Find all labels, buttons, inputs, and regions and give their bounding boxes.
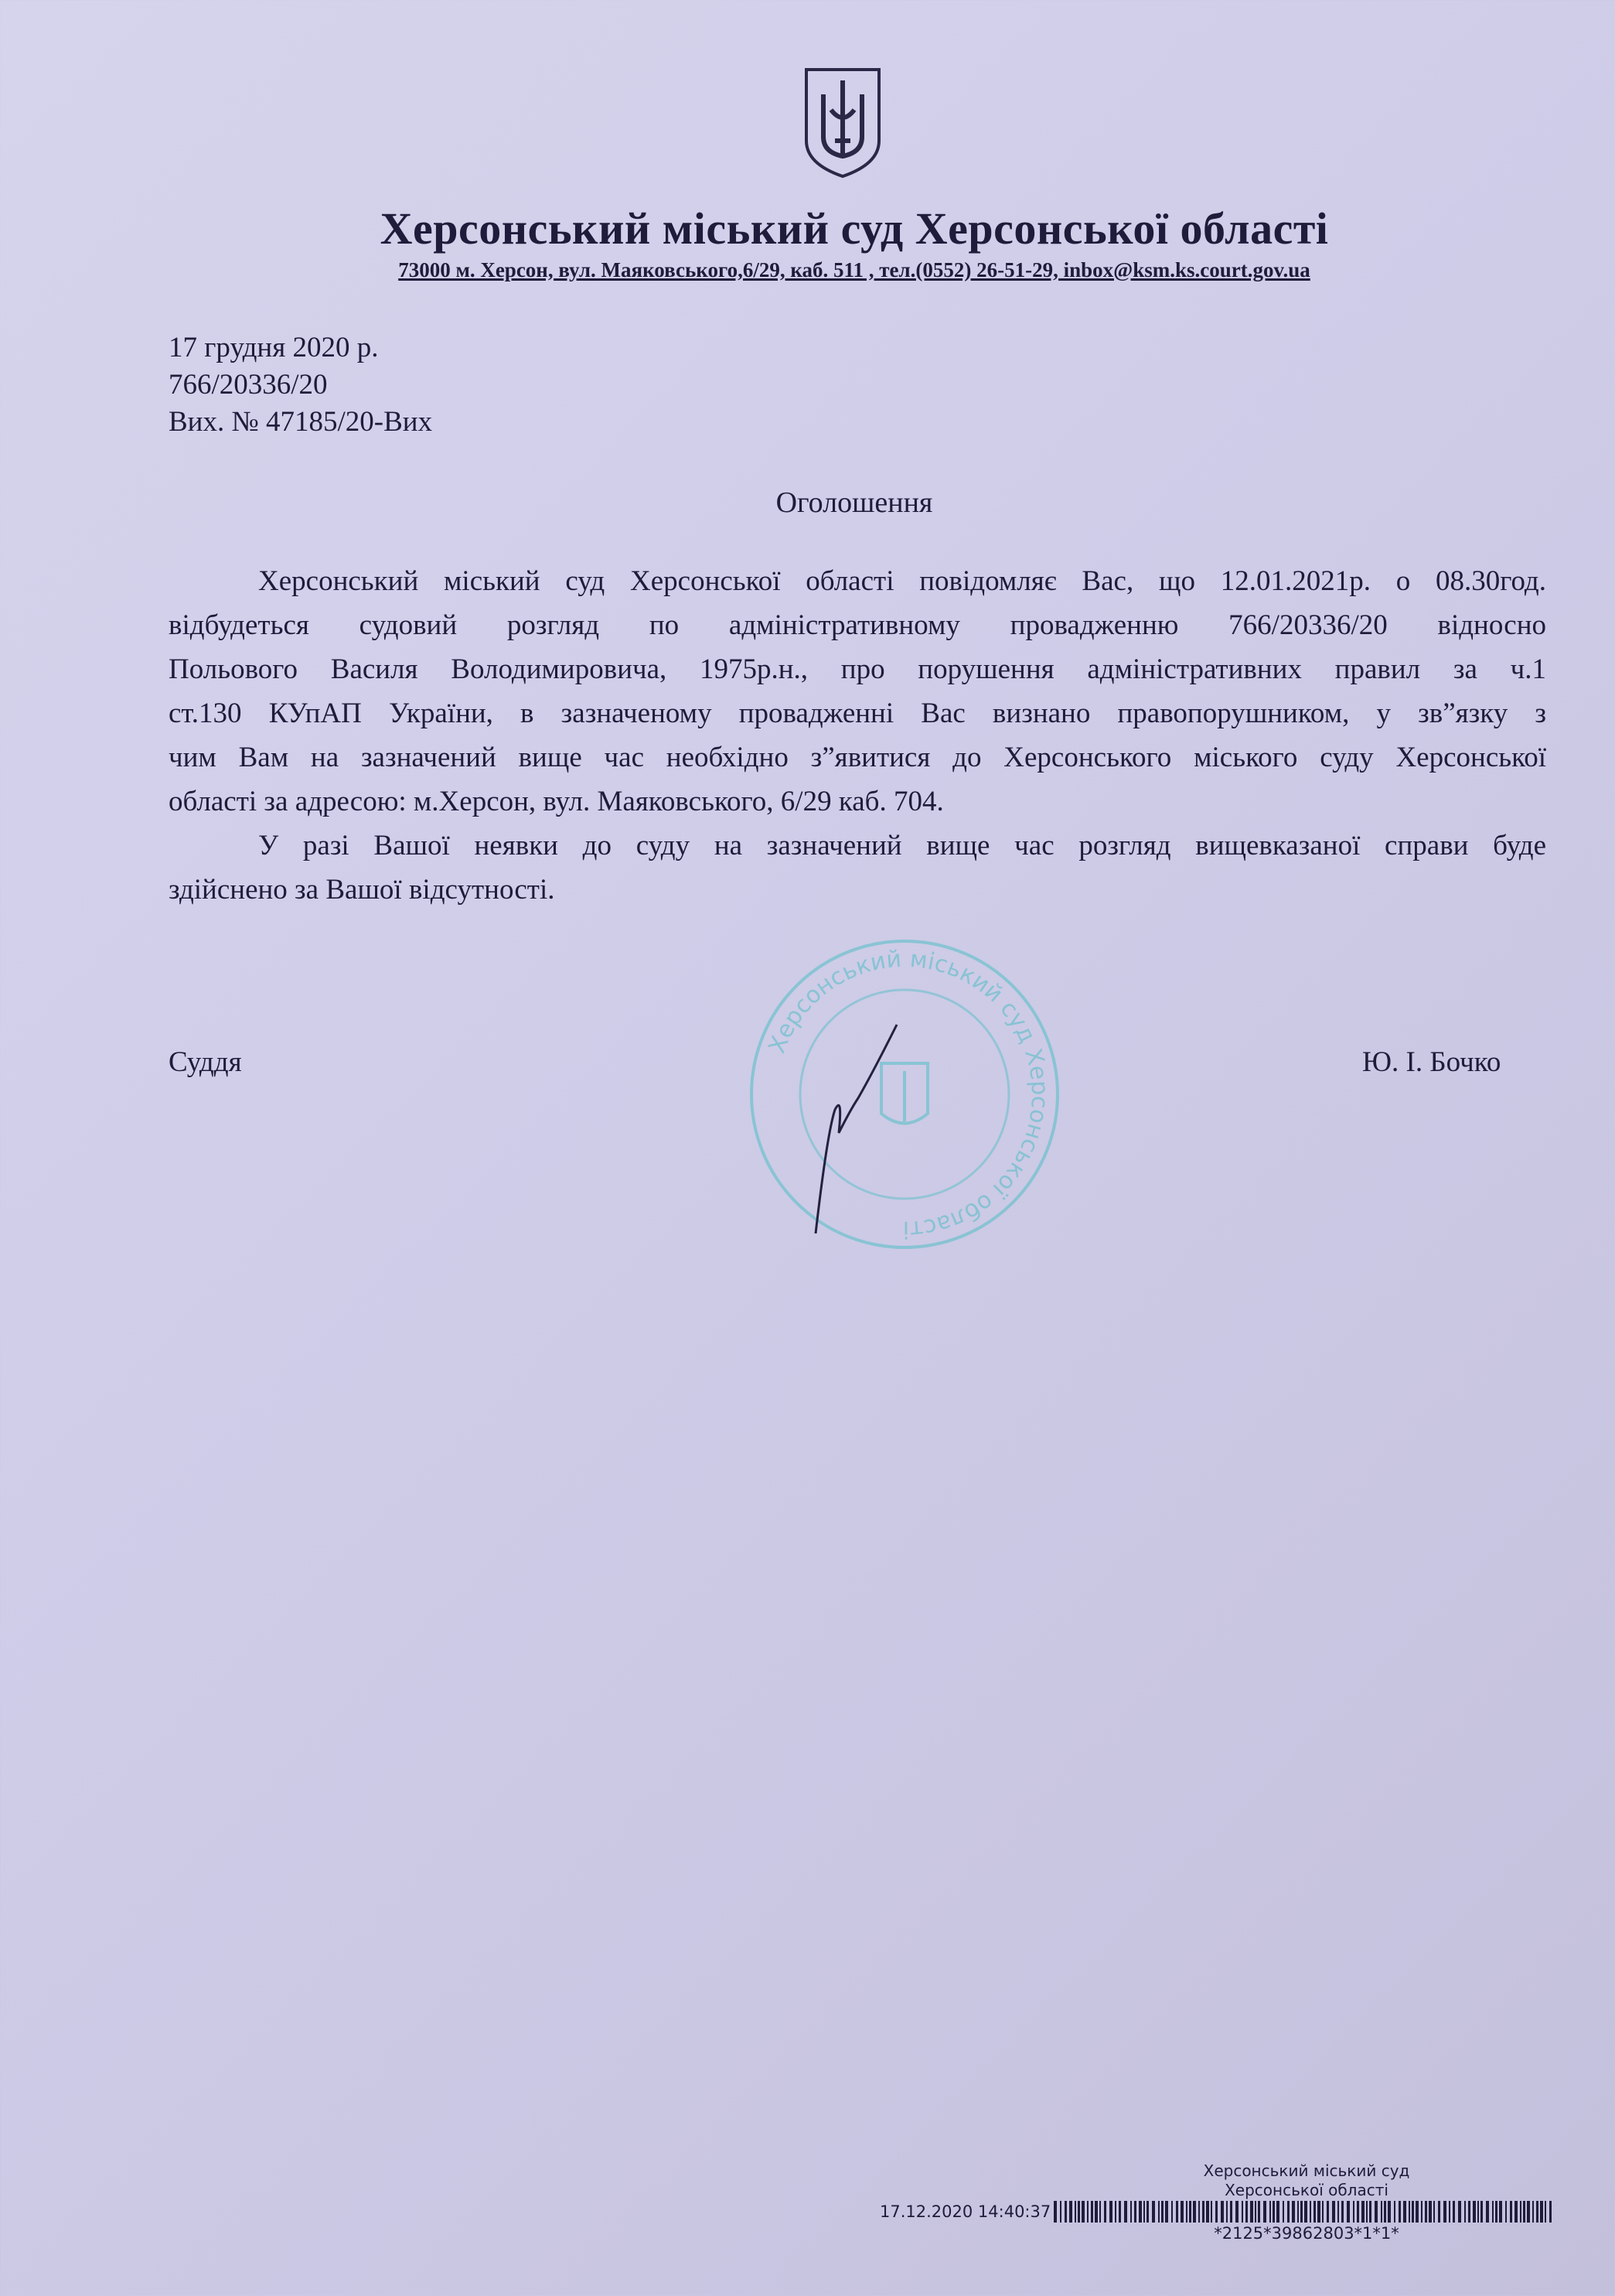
- barcode-bar: [1540, 2201, 1543, 2223]
- barcode-bar: [1480, 2201, 1483, 2223]
- barcode-bar: [1357, 2201, 1359, 2223]
- coat-of-arms-icon: [800, 63, 885, 179]
- barcode-bar: [1189, 2201, 1191, 2223]
- barcode-bar: [1464, 2201, 1466, 2223]
- barcode-bar: [1198, 2201, 1200, 2223]
- barcode-bar: [1193, 2201, 1196, 2223]
- barcode-bar: [1523, 2201, 1525, 2223]
- barcode-bar: [1429, 2201, 1432, 2223]
- barcode-bar: [1527, 2201, 1530, 2223]
- barcode-bar: [1332, 2201, 1335, 2223]
- footer-organization: [1144, 2161, 1469, 2200]
- barcode-bar: [1202, 2201, 1204, 2223]
- signature-label: Суддя: [169, 1046, 242, 1078]
- barcode-bar: [1510, 2201, 1512, 2223]
- barcode-bar: [1211, 2201, 1212, 2223]
- barcode-bar: [1075, 2201, 1076, 2223]
- barcode-bar: [1322, 2201, 1324, 2223]
- barcode-bar: [1115, 2201, 1116, 2223]
- barcode-bar: [1161, 2201, 1164, 2223]
- barcode-bar: [1065, 2201, 1067, 2223]
- barcode-bar: [1171, 2201, 1173, 2223]
- body-line: відбудеться судовий розгляд по адміністративному провадженню 766/20336/20 відносно: [169, 609, 1546, 641]
- barcode-bar: [1313, 2201, 1316, 2223]
- barcode-bar: [1235, 2201, 1239, 2223]
- barcode-bar: [1226, 2201, 1228, 2223]
- document-date: 17 грудня 2020 р.: [169, 332, 379, 363]
- barcode-bar: [1242, 2201, 1243, 2223]
- footer-datetime: 17.12.2020 14:40:37: [880, 2202, 1051, 2221]
- judge-name: Ю. І. Бочко: [1362, 1046, 1501, 1078]
- barcode-bar: [1399, 2201, 1401, 2223]
- barcode-bar: [1458, 2201, 1461, 2223]
- document-heading: Оголошення: [775, 486, 933, 519]
- barcode-bar: [1337, 2201, 1339, 2223]
- body-line: У разі Вашої неявки до суду на зазначений вище час розгляд вищевказаної справи буде: [258, 830, 1546, 861]
- barcode-bar: [1514, 2201, 1518, 2223]
- barcode-bar: [1449, 2201, 1450, 2223]
- court-title: Херсонський міський суд Херсонської області: [380, 203, 1329, 254]
- barcode-bar: [1499, 2201, 1502, 2223]
- barcode-bar: [1388, 2201, 1391, 2223]
- barcode-bar: [1341, 2201, 1344, 2223]
- barcode-bar: [1158, 2201, 1160, 2223]
- barcode-bar: [1221, 2201, 1224, 2223]
- barcode-bar: [1327, 2201, 1329, 2223]
- barcode-bar: [1283, 2201, 1284, 2223]
- case-number: 766/20336/20: [169, 369, 328, 401]
- barcode-bar: [1409, 2201, 1410, 2223]
- barcode-bar: [1109, 2201, 1112, 2223]
- barcode-bar: [1425, 2201, 1427, 2223]
- barcode-bar: [1375, 2201, 1378, 2223]
- barcode-bar: [1060, 2201, 1061, 2223]
- barcode-bar: [1250, 2201, 1253, 2223]
- barcode-bar: [1310, 2201, 1311, 2223]
- barcode-bar: [1297, 2201, 1299, 2223]
- barcode-bar: [1366, 2201, 1368, 2223]
- barcode-bar: [1095, 2201, 1098, 2223]
- barcode-bar: [1143, 2201, 1145, 2223]
- barcode-bar: [1082, 2201, 1085, 2223]
- barcode-bar: [1206, 2201, 1209, 2223]
- barcode-bar: [1361, 2201, 1365, 2223]
- barcode-bar: [1139, 2201, 1142, 2223]
- barcode-bar: [1245, 2201, 1248, 2223]
- body-line: здійснено за Вашої відсутності.: [169, 874, 555, 906]
- barcode-bar: [1300, 2201, 1303, 2223]
- body-line: чим Вам на зазначений вище час необхідно з”явитися до Херсонського міського суду Херсонської: [169, 742, 1546, 773]
- barcode-bar: [1505, 2201, 1507, 2223]
- body-line: Херсонський міський суд Херсонської області повідомляє Вас, що 12.01.2021р. о 08.30год.: [258, 565, 1546, 597]
- body-line: Польового Василя Володимировича, 1975р.н., про порушення адміністративних правил за ч.1: [169, 653, 1546, 685]
- barcode-bar: [1477, 2201, 1479, 2223]
- barcode-bar: [1416, 2201, 1419, 2223]
- court-stamp: [742, 932, 1067, 1257]
- barcode-bar: [1152, 2201, 1155, 2223]
- barcode-bar: [1078, 2201, 1080, 2223]
- barcode-bar: [1124, 2201, 1127, 2223]
- footer-org-line: Херсонської області: [1225, 2181, 1388, 2199]
- barcode-bar: [1069, 2201, 1072, 2223]
- barcode-bar: [1087, 2201, 1089, 2223]
- barcode-bar: [1394, 2201, 1395, 2223]
- barcode-bar: [1269, 2201, 1271, 2223]
- barcode-bar: [1369, 2201, 1371, 2223]
- barcode-bar: [1492, 2201, 1494, 2223]
- barcode-bar: [1403, 2201, 1406, 2223]
- barcode-bar: [1119, 2201, 1121, 2223]
- barcode-bar: [1453, 2201, 1455, 2223]
- barcode-bar: [1304, 2201, 1307, 2223]
- barcode-bar: [1181, 2201, 1184, 2223]
- barcode-bar: [1549, 2201, 1552, 2223]
- barcode-bar: [1099, 2201, 1101, 2223]
- barcode-bar: [1468, 2201, 1470, 2223]
- barcode-bar: [1473, 2201, 1476, 2223]
- body-line: області за адресою: м.Херсон, вул. Маяковського, 6/29 каб. 704.: [169, 786, 944, 817]
- barcode-bar: [1433, 2201, 1435, 2223]
- barcode-bar: [1545, 2201, 1546, 2223]
- barcode-bar: [1438, 2201, 1440, 2223]
- barcode-bar: [1091, 2201, 1093, 2223]
- barcode-bar: [1230, 2201, 1232, 2223]
- barcode-bar: [1486, 2201, 1489, 2223]
- barcode-bar: [1384, 2201, 1386, 2223]
- barcode-bar: [1287, 2201, 1290, 2223]
- barcode-bar: [1495, 2201, 1497, 2223]
- barcode-text: *2125*39862803*1*1*: [1214, 2224, 1399, 2243]
- barcode-bar: [1536, 2201, 1538, 2223]
- barcode-bar: [1258, 2201, 1260, 2223]
- barcode-bar: [1054, 2201, 1057, 2223]
- barcode-bar: [1353, 2201, 1354, 2223]
- barcode-bar: [1292, 2201, 1295, 2223]
- barcode-bar: [1104, 2201, 1106, 2223]
- outgoing-number: Вих. № 47185/20-Вих: [169, 406, 433, 438]
- barcode-bar: [1421, 2201, 1422, 2223]
- body-line: ст.130 КУпАП України, в зазначеному провадженні Вас визнано правопорушником, у зв”язку з: [169, 698, 1546, 729]
- barcode-bar: [1176, 2201, 1178, 2223]
- barcode-bar: [1520, 2201, 1521, 2223]
- barcode-bar: [1273, 2201, 1275, 2223]
- barcode-bar: [1263, 2201, 1266, 2223]
- barcode-bar: [1255, 2201, 1256, 2223]
- svg-text:Херсонський міський суд Херсон: Херсонський міський суд Херсонської області: [763, 945, 1054, 1244]
- barcode-bar: [1130, 2201, 1132, 2223]
- barcode-bar: [1165, 2201, 1168, 2223]
- court-address: 73000 м. Херсон, вул. Маяковського,6/29, каб. 511 , тел.(0552) 26-51-29, inbox@ksm.ks.court.gov.ua: [398, 258, 1310, 281]
- barcode-bar: [1443, 2201, 1446, 2223]
- barcode-bar: [1276, 2201, 1279, 2223]
- barcode-bar: [1381, 2201, 1382, 2223]
- barcode-bar: [1412, 2201, 1414, 2223]
- barcode: [1054, 2201, 1556, 2223]
- footer-org-line: Херсонський міський суд: [1203, 2161, 1410, 2180]
- barcode-bar: [1147, 2201, 1149, 2223]
- barcode-bar: [1134, 2201, 1136, 2223]
- barcode-bar: [1347, 2201, 1350, 2223]
- barcode-bar: [1215, 2201, 1218, 2223]
- barcode-bar: [1317, 2201, 1320, 2223]
- barcode-bar: [1186, 2201, 1187, 2223]
- barcode-bar: [1532, 2201, 1534, 2223]
